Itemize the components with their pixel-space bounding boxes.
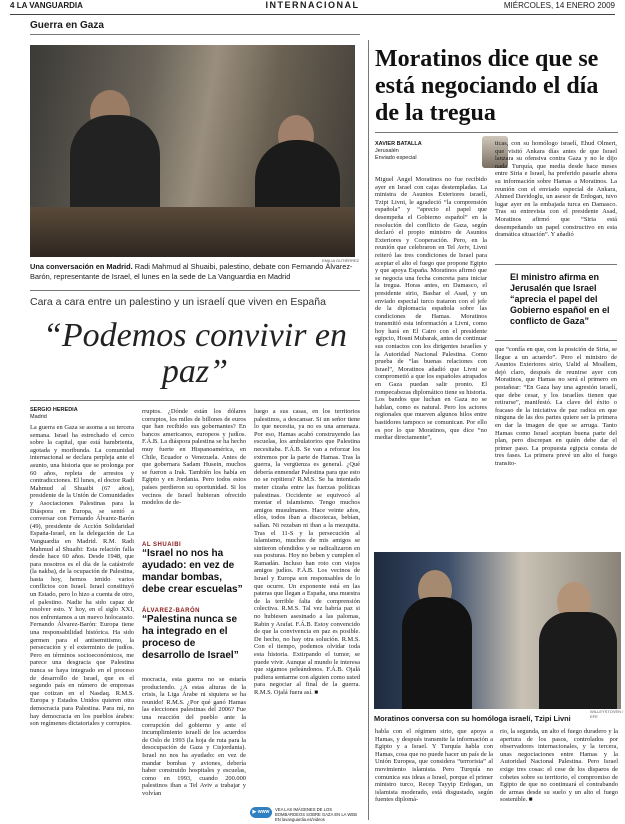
divider bbox=[375, 132, 618, 133]
divider bbox=[495, 264, 617, 265]
article-column: Miguel Ángel Moratinos no fue recibido ayer en Israel con cajas destempladas. La ministra de Asuntos Exteriores israelí, Tzipi Livni, le agradeció “la comprensión española” y “aprecio el papel que desempeña el Gobierno español” en la resolución del conflicto de Gaza, según declaró el propio ministro de Asuntos Exteriores y Cooperación. Pero, en la reunión que celebraron en Tel Aviv, Livni reiteró las tres condiciones de Israel para aceptar el alto el fuego que propone Egipto y que apoya España. Moratinos afirmó que se negocia una fecha concreta para iniciar la tregua. Horas antes, en Damasco, el presidente sirio, Bashar el Asad, y un enviado especial turco trataron con el jefe de la diplomacia española sobre las condiciones de Hamas. Moratinos transmitió esta información a Livni, como hoy hará en El Cairo con el presidente egipcio, Hosni Mubarak, antes de continuar sus contactos con los dirigentes israelíes y la Autoridad Nacional Palestina. Como prueba de “las buenas relaciones con Israel”, Moratinos añadió que Livni se comprometió a que los españoles atrapados en Gaza puedan salir pronto. El rompecabezas diplomático tiene su historia. Los bandos que luchan en Gaza no se hablan, como es natural. Pero los actores regionales que mueven algunos hilos entre bastidores tampoco se comunican. Por ello es por lo que Moratinos, que dice “no mediar directamente”, bbox=[375, 176, 487, 442]
divider bbox=[30, 400, 360, 401]
pull-quote: ÁLVAREZ-BARÓN “Palestina nunca se ha integrado en el proceso de desarrollo de Israel” bbox=[142, 608, 239, 661]
headline: “Podemos convivir en paz” bbox=[42, 317, 348, 390]
photo-caption: Una conversación en Madrid. Radi Mahmud al Shuaibi, palestino, debate con Fernando Álvarez-Barón, representante de Israel, el lunes en la sede de La Vanguardia en Madrid bbox=[30, 262, 353, 281]
photo-caption: Moratinos conversa con su homóloga israelí, Tzipi Livni bbox=[374, 714, 571, 723]
byline: SERGIO HEREDIA Madrid bbox=[30, 407, 78, 420]
article-column: La guerra en Gaza se asoma a su tercera semana. Israel ha estrechado el cerco sobre la capital, que está hambrienta, agotada y moribunda. La comunidad internacional se declara perpleja ante el asunto, una historia que se prolonga por 60 años, repleta de arrestos y contradicciones. El lunes, el doctor Radi Mahmud al Shuaibi (67 años), presidente de la Unión de Comunidades y Asociaciones Palestinas para la Diáspora en Europa, se sentó a conversar con Fernando Álvarez-Barón (49), presidente de Acción Solidaridad España-Israel, en la delegación de La Vanguardia en Madrid. R.M. Radi Mahmud al Shuaibi: Esta relación falla desde hace 60 años. Desde 1948, que para nosotros es el día de la catástrofe (la nakba), de la ocupación de Palestina, hasta hoy, hemos tenido varios conflictos con Israel. Israel constituyó un Estado, pero lo hizo a cuenta de otro, el palestino. Nadie ha sido capaz de resolver esto. Y hoy, en el siglo XXI, nos enfrentamos a un nuevo holocausto. Fernando Álvarez-Barón: Europa tiene una responsabilidad histórica. Ha sido germen para el antisemitismo, la persecución y el exterminio de judíos. Pero en términos socioeconómicos, me parece una desgracia que Palestina nunca se haya integrado en el proceso de desarrollo de Israel, que es el segundo país en número de empresas que cotizan en el Nasdaq. R.M.S. Europa y Estados Unidos quieren otra democracia para Palestina. Para mí, no hay democracia en los pueblos árabes: son regímenes dictatoriales y corruptos. bbox=[30, 424, 134, 728]
article-column: rruptos. ¿Dónde están los dólares corruptos, los miles de billones de euros que han recibido sus gobernantes? En bancos americanos, europeos y judíos. F.Á.B. La diáspora palestina se ha hecho muy fuerte en Hispanoamérica, en Chile, Ecuador o Venezuela. Antes de que gobernara Sadam Husein, muchos se fueron a Irak. También los había en Egipto y en Jordania. Pero todos estos países perdieron su oportunidad. Si los vecinos de Israel hubieran ofrecido modelos de de- bbox=[142, 408, 246, 507]
right-headline: Moratinos dice que se está negociando el día de la tregua bbox=[375, 46, 599, 126]
section-name: Guerra en Gaza bbox=[30, 20, 104, 31]
interview-photo bbox=[30, 45, 355, 257]
subhead: El ministro afirma en Jerusalén que Israel “aprecia el papel del Gobierno español en el conflicto de Gaza” bbox=[510, 272, 610, 326]
pull-quote: AL SHUAIBI “Israel no nos ha ayudado: en vez de mandar bombas, debe crear escuelas” bbox=[142, 542, 243, 595]
photo-credit: WILLEYSTOVEN / EFE bbox=[590, 709, 624, 719]
subtitle: Cara a cara entre un palestino y un israelí que viven en España bbox=[30, 296, 326, 308]
moratinos-photo bbox=[374, 552, 621, 709]
video-icon: ▶ www bbox=[250, 807, 272, 818]
divider bbox=[368, 40, 369, 820]
page-number: 4 LA VANGUARDIA bbox=[10, 1, 83, 10]
photo-credit: EMILIA GUTIÉRREZ bbox=[322, 258, 360, 263]
header-section: INTERNACIONAL bbox=[265, 0, 360, 10]
article-column: que “confía en que, con la posición de Siria, se llegue a un acuerdo”. Pero el ministro de Asuntos Exteriores sirio, Ualid al Moallem, dejó claro, después de reunirse ayer con Moratinos, que Hamas no será el primero en pestañear: “En Gaza hay una agresión israelí, que debe cesar, y los israelíes tienen que retirarse”, manifestó. La clave del éxito o fracaso de la iniciativa de paz radica en que ninguna de las dos partes quiere ser la primera en dar la imagen de que se arruga. Tanto Hamas como Israel aceptan buena parte del plan, pero discrepan en quién debe dar el primer paso. La propuesta egipcia consta de tres fases. La primera prevé un alto el fuego transito- bbox=[495, 346, 617, 467]
divider bbox=[30, 290, 360, 291]
article-column: mocracia, esta guerra no se estaría produciendo. ¿A estas alturas de la crisis, la Liga Árabe ni siquiera se ha reunido! R.M.S. ¿Por qué ganó Hamas las elecciones palestinas del 2006? Fue una reacción del pueblo ante la corrupción del gobierno y ante el incumplimiento israelí de los acuerdos de Oslo de 1993 (la hoja de ruta para la desocupación de Gaza y Cisjordania). Israel no nos ha ayudado: en vez de mandar bombas y aviones, debería haber construido hospitales y escuelas, como en 1993, cuando 200.000 palestinos iban a Tel Aviv a trabajar y volvían bbox=[142, 676, 246, 797]
article-column: luego a sus casas, en los territorios palestinos, a descansar. Si un señor tiene lo que necesita, ya no es una amenaza. Por eso, Hamas acabó construyendo las escuelas, los ambulatorios que Palestina necesitaba. F.Á.B. Se van a reforzar los extremos por la parte de Hamas. Tras la guerra, la vergüenza es general. ¿Qué debería enmendar Palestina para que esto no se repitiera? R.M.S. Se ha intentado meter cizaña entre las fuerzas políticas palestinas. Occidente se equivocó al montar el islamismo. Tengo muchos amigos musulmanes. Hace veinte años, ellos, todos iban a discotecas, bebían, salían. Ni rezaban ni iban a la mezquita. Tras el 11-S y la persecución al islamismo, muchos de mis amigos se sintieron ofendidos y se radicalizaron en sus posturas. Hoy no beben y cumplen el Ramadán. Incluso han roto con viejos amigos judíos. F.Á.B. Los vecinos de Israel y Europa son responsables de lo que ocurre. Un exponente está en las pateras que llegan a España, una muestra de la terrible falta de comprensión colectiva. R.M.S. Tal vez habría paz si no hubiesen asesinado a las palomas, Rabin y Arafat. F.Á.B. Estoy convencido de que la convivencia en paz es posible. De hecho, no hay otra solución. R.M.S. Con el tiempo, podemos olvidar toda esta historia. Extirpando el tumor, se puede vivir. Aunque al mundo le interesa que sigamos peleándonos. F.Á.B. Ojalá pudiera sentarme con alguien como usted para negociar al final de la guerra. R.M.S. Ojalá fuera así. ■ bbox=[254, 408, 360, 696]
right-byline: XAVIER BATALLA Jerusalén Enviado especial bbox=[375, 141, 422, 161]
article-column: rio, la segunda, un alto el fuego duradero y la apertura de los pasos, controlados por observadores internacionales, y la tercera, unas negociaciones entre Hamas y la Autoridad Nacional Palestina. Pero Israel exige tres cosas: el cese de los disparos de cohetes sobre su territorio, el compromiso de Egipto de que no continuará el contrabando de armas desde su suelo y un alto el fuego sostenible. ■ bbox=[500, 728, 618, 804]
divider bbox=[495, 340, 617, 341]
footer-promo[interactable]: ▶ www VEA LAS IMÁGENES DE LOS BOMBARDEOS SOBRE GAZA EN LA WEB EN lavanguardia.es/videos bbox=[250, 806, 360, 820]
divider bbox=[30, 34, 360, 35]
page-header bbox=[10, 0, 615, 15]
header-date: MIÉRCOLES, 14 ENERO 2009 bbox=[503, 1, 615, 10]
article-column: habla con el régimen sirio, que apoya a Hamas, y después transmite la información a Egipto y a Israel. Y Turquía habla con Hamas, cosa que no puede hacer un país de la Unión Europea, que considera “terrorista” al movimiento islamista. Pero Turquía no comunica sus ideas a Israel, porque el primer ministro turco, Recep Tayyip Erdogan, un islamista moderado, está disgustado, según fuentes diplomá- bbox=[375, 728, 493, 804]
article-column: ticas, con su homólogo israelí, Ehud Olmert, que visitó Ankara días antes de que Israel lanzara su ofensiva contra Gaza y no le dijo nada. Turquía, que media desde hace meses entre Siria e Israel, ha preferido pasarle ahora su información sobre Hamas a Moratinos. La reunión con el enviado especial de Ankara, Ahmed Davidoglu, un asesor de Erdogan, tuvo lugar ayer en la embajada turca en Damasco. Tras su entrevista con el presidente Asad, Moratinos afirmó que “Siria está desempeñando un papel constructivo en esta dramática situación”. Y añadió bbox=[495, 140, 617, 239]
